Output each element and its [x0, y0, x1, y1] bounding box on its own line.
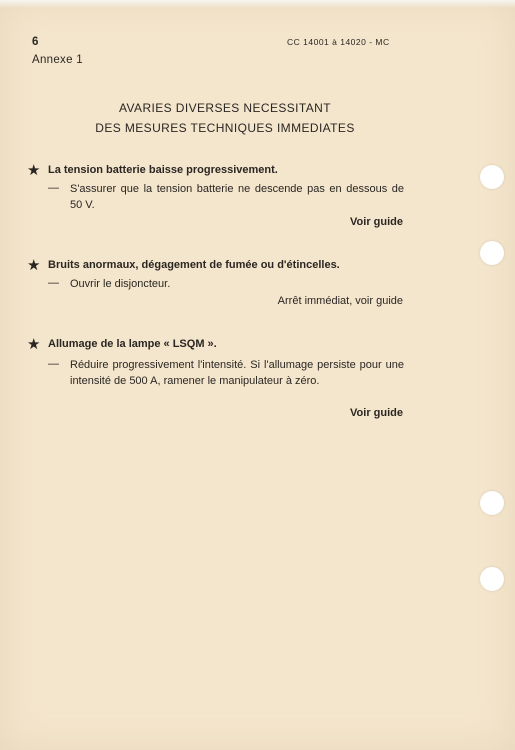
document-reference: CC 14001 à 14020 - MC — [287, 37, 390, 47]
star-icon: ★ — [27, 162, 41, 179]
item-instruction: S'assurer que la tension batterie ne descende pas en dessous de 50 V. — [70, 183, 404, 211]
item-action: Voir guide — [350, 216, 403, 228]
dash-marker: — — [48, 182, 59, 194]
item-heading: Allumage de la lampe « LSQM ». — [48, 338, 217, 350]
dash-marker: — — [48, 277, 59, 289]
page-number: 6 — [32, 36, 39, 48]
page-title-line-1: AVARIES DIVERSES NECESSITANT — [119, 101, 331, 115]
binder-hole — [480, 491, 504, 515]
page-title-line-2: DES MESURES TECHNIQUES IMMEDIATES — [95, 121, 355, 135]
binder-hole — [480, 241, 504, 265]
star-icon: ★ — [27, 336, 41, 353]
item-instruction: Ouvrir le disjoncteur. — [70, 278, 171, 290]
annex-label: Annexe 1 — [32, 54, 83, 66]
page-top-edge — [0, 0, 515, 8]
item-action: Arrêt immédiat, voir guide — [277, 295, 403, 307]
dash-marker: — — [48, 358, 59, 370]
star-icon: ★ — [27, 257, 41, 274]
binder-hole — [480, 567, 504, 591]
item-action: Voir guide — [350, 407, 403, 419]
binder-hole — [480, 165, 504, 189]
item-heading: Bruits anormaux, dégagement de fumée ou d'étincelles. — [48, 259, 340, 271]
item-instruction: Réduire progressivement l'intensité. Si l'allumage persiste pour une intensité de 500 A, ramener le manipulateur à zéro. — [70, 359, 404, 387]
item-heading: La tension batterie baisse progressivement. — [48, 164, 278, 176]
